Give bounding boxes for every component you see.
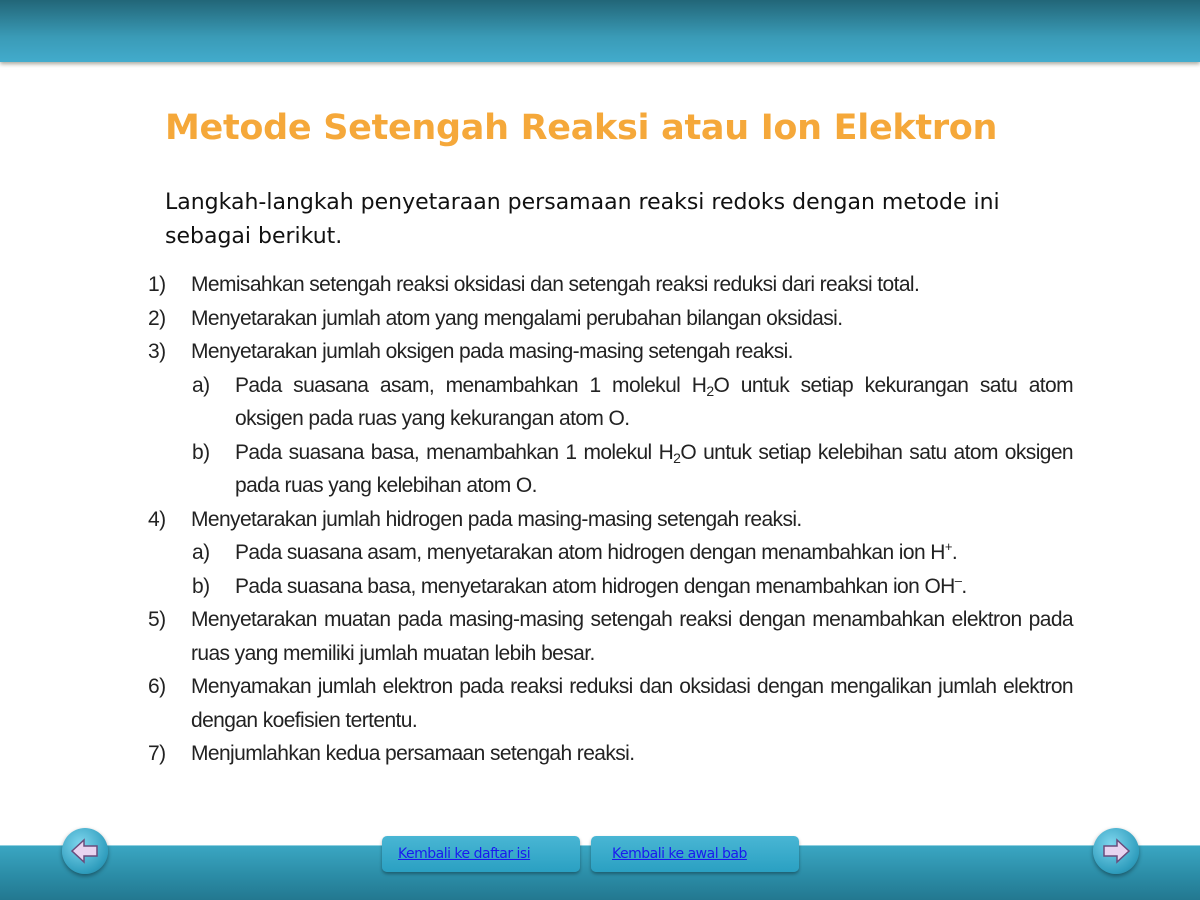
- back-to-contents-button[interactable]: [382, 836, 580, 872]
- arrow-right-icon: [1102, 838, 1130, 864]
- page-title: Metode Setengah Reaksi atau Ion Elektron: [165, 108, 998, 148]
- step-3b: b) Pada suasana basa, menambahkan 1 molekul $H_2O$ untuk setiap kelebihan satu atom oksigen pada ruas yang kelebihan atom O.: [192, 440, 1073, 497]
- step-2: 2) Menyetarakan jumlah atom yang mengalami perubahan bilangan oksidasi.: [148, 306, 843, 330]
- intro-text: Langkah-langkah penyetaraan persamaan reaksi redoks dengan metode ini sebagai berikut.: [165, 190, 1000, 249]
- header-bar: [0, 0, 1200, 62]
- step-5: 5) Menyetarakan muatan pada masing-masing setengah reaksi dengan menambahkan elektron pada ruas yang memiliki jumlah muatan lebih besar.: [148, 608, 1073, 665]
- back-to-contents-link[interactable]: Kembali ke daftar isi: [398, 846, 531, 862]
- step-4: 4) Menyetarakan jumlah hidrogen pada masing-masing setengah reaksi.: [148, 507, 802, 531]
- steps-list: [148, 268, 1073, 771]
- arrow-left-icon: [71, 838, 99, 864]
- step-3a: a) Pada suasana asam, menambahkan 1 molekul $H_2O$ untuk setiap kekurangan satu atom oksigen pada ruas yang kekurangan atom O.: [192, 373, 1073, 430]
- back-to-chapter-button[interactable]: [591, 836, 799, 872]
- step-4a: a) Pada suasana asam, menyetarakan atom hidrogen dengan menambahkan ion H+.: [192, 539, 958, 564]
- step-6: 6) Menyamakan jumlah elektron pada reaksi reduksi dan oksidasi dengan mengalikan jumlah elektron dengan koefisien tertentu.: [148, 675, 1073, 732]
- step-3: 3) Menyetarakan jumlah oksigen pada masing-masing setengah reaksi.: [148, 340, 793, 363]
- step-1: 1) Memisahkan setengah reaksi oksidasi dan setengah reaksi reduksi dari reaksi total.: [148, 273, 920, 296]
- previous-button[interactable]: [62, 828, 108, 874]
- next-button[interactable]: [1093, 828, 1139, 874]
- back-to-chapter-link[interactable]: Kembali ke awal bab: [612, 846, 747, 862]
- step-4b: b) Pada suasana basa, menyetarakan atom hidrogen dengan menambahkan ion OH–.: [192, 572, 967, 598]
- step-7: 7) Menjumlahkan kedua persamaan setengah reaksi.: [148, 742, 635, 765]
